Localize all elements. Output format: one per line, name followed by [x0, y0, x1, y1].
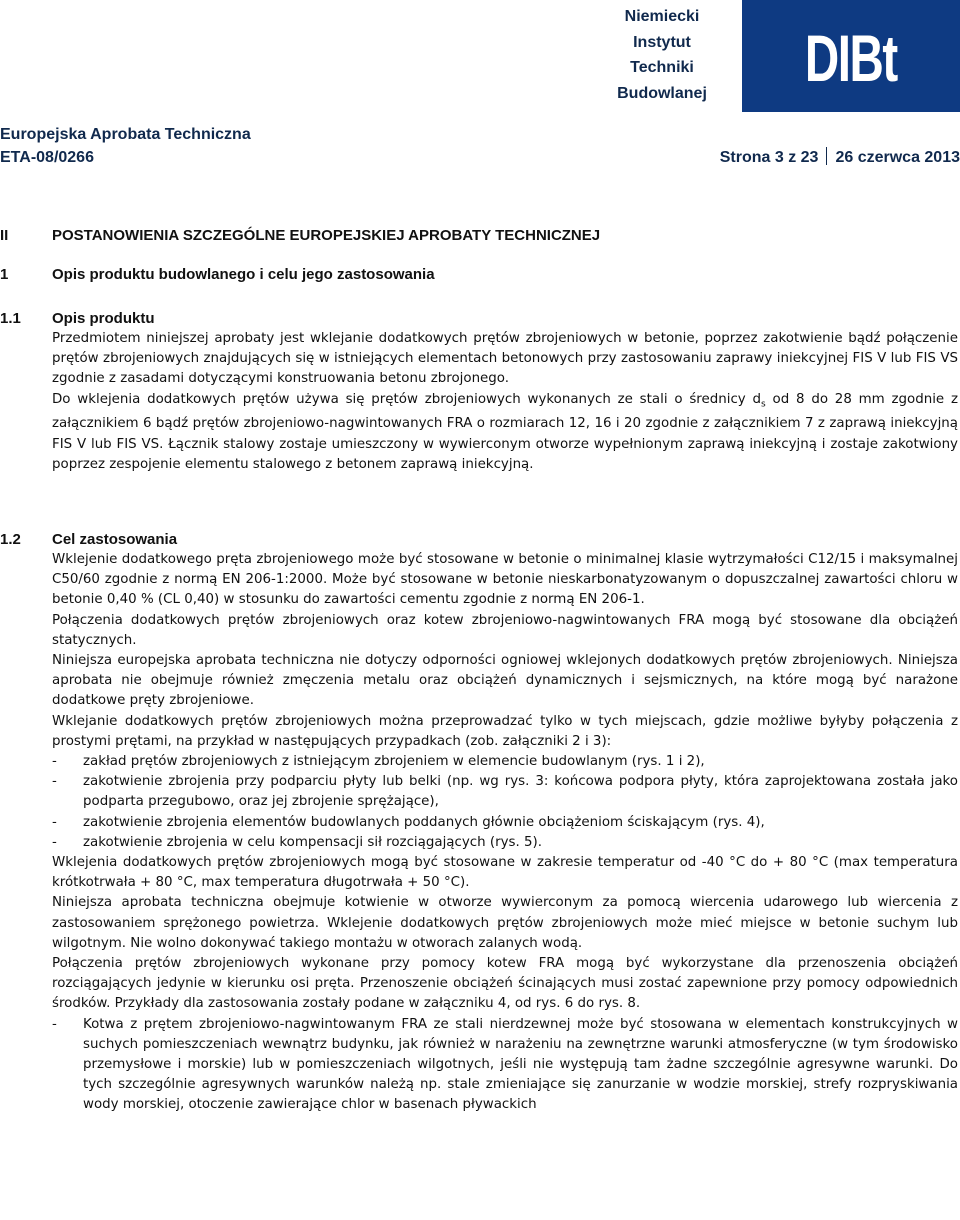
separator — [826, 147, 827, 165]
list-item-text: zakotwienie zbrojenia elementów budowlanych poddanych głównie obciążeniom ściskającym (rys. 4), — [83, 814, 765, 830]
list-dash: - — [52, 754, 57, 770]
list-item — [52, 813, 958, 833]
subscript: s — [761, 399, 766, 410]
list-item — [52, 772, 958, 812]
institute-name — [598, 4, 726, 106]
section-number: 1 — [0, 266, 9, 283]
section-heading-1-2 — [0, 530, 177, 550]
paragraph: Przedmiotem niniejszej aprobaty jest wklejanie dodatkowych prętów zbrojeniowych w betonie, poprzez zakotwienie bądź połączenie prętów zbrojeniowych znajdujących się w istniejących elementach betonowych przy zastosowaniu zaprawy iniekcyjnej FIS V lub FIS VS zgodnie z zasadami dotyczącymi konstruowania betonu zbrojonego. — [52, 331, 958, 387]
list-item-text: zakład prętów zbrojeniowych z istniejącym zbrojeniem w elemencie budowlanym (rys. 1 i 2), — [83, 754, 705, 770]
dibt-logo — [742, 0, 960, 112]
section-title: Opis produktu budowlanego i celu jego zastosowania — [52, 266, 435, 283]
paragraph: Niniejsza europejska aprobata techniczna nie dotyczy odporności ogniowej wklejonych dodatkowych prętów zbrojeniowych. Niniejsza aprobata nie obejmuje również zmęczenia metalu oraz obciążeń dynamicznych i sejsmicznych, na które mogą być narażone dodatkowe pręty zbrojeniowe. — [52, 653, 958, 709]
section-title: POSTANOWIENIA SZCZEGÓLNE EUROPEJSKIEJ APROBATY TECHNICZNEJ — [52, 227, 601, 244]
section-heading-1-1 — [0, 309, 155, 329]
institute-line: Instytut — [633, 33, 691, 51]
section-title: Cel zastosowania — [52, 531, 178, 548]
paragraph: Połączenia dodatkowych prętów zbrojeniowych oraz kotew zbrojeniowo-nagwintowanych FRA mogą być stosowane dla obciążeń statycznych. — [52, 612, 958, 648]
section-number: 1.2 — [0, 531, 21, 548]
page-label: Strona 3 z 23 — [719, 149, 819, 166]
section-number: 1.1 — [0, 310, 21, 327]
list-dash: - — [52, 814, 57, 830]
section-1-1-body — [52, 329, 958, 475]
paragraph: Wklejanie dodatkowych prętów zbrojeniowych można przeprowadzać tylko w tych miejscach, gdzie możliwe byłyby połączenia z prostymi prętami, na przykład w następujących przypadkach (zob. załączniki 2 i 3): — [52, 713, 958, 749]
section-heading-ii — [0, 226, 600, 246]
section-heading-1 — [0, 265, 435, 285]
list-item-text: zakotwienie zbrojenia w celu kompensacji sił rozciągających (rys. 5). — [83, 834, 543, 850]
institute-line: Budowlanej — [617, 84, 707, 102]
list-dash: - — [52, 834, 57, 850]
section-1-2-body — [52, 550, 958, 1116]
paragraph-part: Do wklejenia dodatkowych prętów używa się prętów zbrojeniowych wykonanych ze stali o średnicy d — [52, 391, 762, 407]
page-info — [720, 147, 960, 168]
logo-text: DIBt — [805, 21, 897, 95]
paragraph: Wklejenia dodatkowych prętów zbrojeniowych mogą być stosowane w zakresie temperatur od -40 °C do + 80 °C (max temperatura krótkotrwała + 80 °C, max temperatura długotrwała + 50 °C). — [52, 855, 958, 891]
list-dash: - — [52, 774, 57, 790]
list-item — [52, 833, 958, 853]
paragraph: Połączenia prętów zbrojeniowych wykonane przy pomocy kotew FRA mogą być wykorzystane dla przenoszenia obciążeń rozciągających jedynie w kierunku osi pręta. Przenoszenie obciążeń ścinających musi zostać zapewnione przy pomocy odpowiednich środków. Przykłady dla zastosowania zostały podane w załączniku 4, od rys. 6 do rys. 8. — [52, 956, 958, 1012]
paragraph-part: od 8 do 28 mm zgodnie z załącznikiem 6 bądź prętów zbrojeniowo-nagwintowanych FRA o rozmiarach 12, 16 i 20 zgodnie z załącznikiem 7 z zaprawą iniekcyjną FIS V lub FIS VS. Łącznik stalowy zostaje umieszczony w wywierconym otworze wypełnionym zaprawą iniekcyjną i zostaje zakotwiony poprzez zespojenie elementu stalowego z betonem zaprawą iniekcyjną. — [52, 391, 958, 472]
list-item — [52, 752, 958, 772]
document-date: 26 czerwca 2013 — [835, 149, 960, 166]
institute-line: Techniki — [630, 59, 694, 76]
paragraph: Wklejenie dodatkowego pręta zbrojeniowego może być stosowane w betonie o minimalnej klasie wytrzymałości C12/15 i maksymalnej C50/60 zgodnie z normą EN 206-1:2000. Może być stosowane w betonie nieskarbonatyzowanym o dopuszczalnej zawartości chloru w betonie 0,40 % (CL 0,40) w stosunku do zawartości cementu zgodnie z normą EN 206-1. — [52, 552, 958, 608]
institute-line: Niemiecki — [624, 8, 700, 25]
list-dash: - — [52, 1016, 57, 1032]
section-title: Opis produktu — [52, 310, 155, 327]
paragraph: Niniejsza aprobata techniczna obejmuje kotwienie w otworze wywierconym za pomocą wiercenia udarowego lub wiercenia z zastosowaniem sprężonego powietrza. Wklejenie dodatkowych prętów zbrojeniowych może mieć miejsce w betonie suchym lub wilgotnym. Nie wolno dokonywać takiego montażu w otworach zalanych wodą. — [52, 895, 958, 951]
list-item — [52, 1015, 958, 1116]
list-item-text: Kotwa z prętem zbrojeniowo-nagwintowanym FRA ze stali nierdzewnej może być stosowana w elementach konstrukcyjnych w suchych pomieszczeniach wewnątrz budynku, jak również w narażeniu na zewnętrzne warunki atmosferyczne (w tym środowisko przemysłowe i morskie) lub w pomieszczeniach wilgotnych, jeśli nie występują tam żadne szczególnie agresywne warunki. Do tych szczególnie agresywnych warunków należą np. stale zmieniające się zanurzanie w wodzie morskiej, strefy rozpryskiwania wody morskiej, otoczenie zawierające chlor w basenach pływackich — [83, 1016, 958, 1113]
paragraph — [52, 390, 958, 475]
eta-title: Europejska Aprobata Techniczna — [0, 126, 251, 143]
list-item-text: zakotwienie zbrojenia przy podparciu płyty lub belki (np. wg rys. 3: końcowa podpora płyty, która zaprojektowana została jako podparta przegubowo, oraz jej zbrojenie sprężające), — [83, 774, 958, 810]
eta-number: ETA-08/0266 — [0, 149, 94, 166]
section-number: II — [0, 227, 9, 244]
